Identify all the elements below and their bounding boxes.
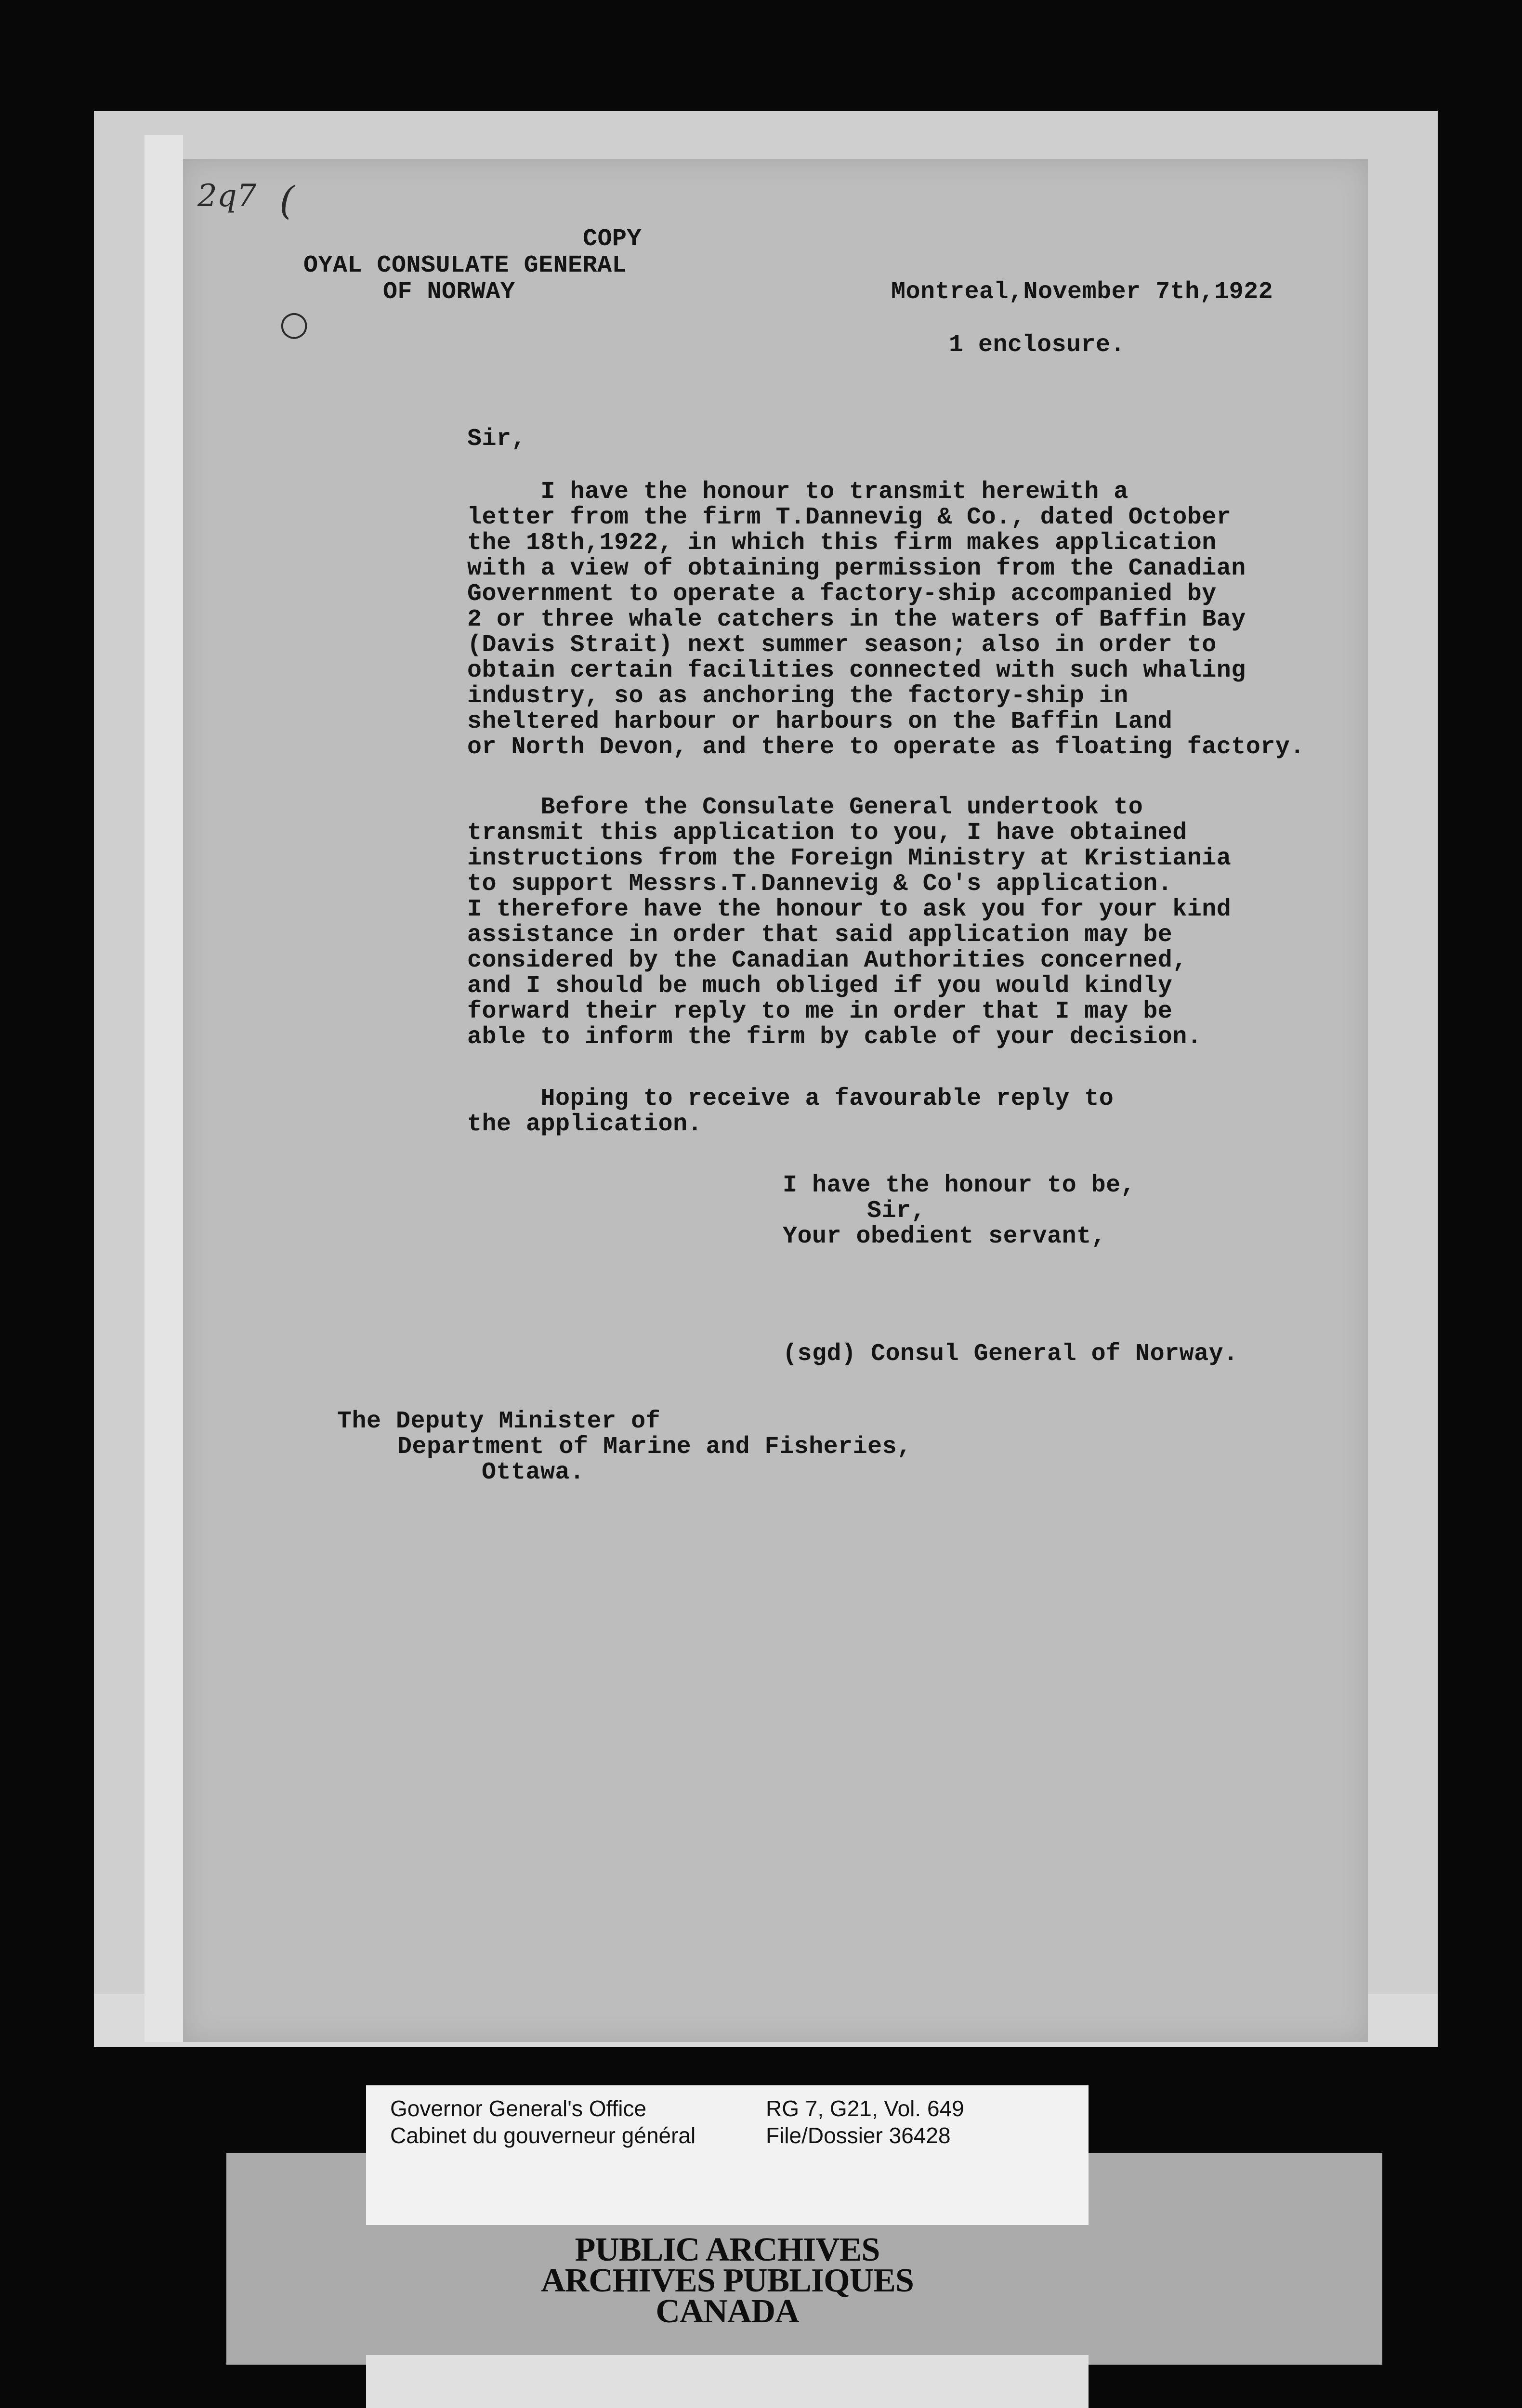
addressee-line-2: Department of Marine and Fisheries, (397, 1433, 912, 1461)
text-line: to support Messrs.T.Dannevig & Co's application. (467, 870, 1173, 898)
archive-reference-label (366, 2085, 1089, 2225)
text-line: Hoping to receive a favourable reply to (467, 1085, 1114, 1112)
letterhead-line2: OF NORWAY (383, 278, 515, 306)
punch-hole-mark: ○ (279, 303, 309, 343)
letter-page (183, 159, 1368, 2042)
folder-side-edge (144, 135, 183, 2042)
copy-mark: COPY (583, 225, 642, 253)
place-and-date: Montreal,November 7th,1922 (891, 278, 1273, 306)
text-line: the application. (467, 1111, 703, 1138)
stamp-line-2: ARCHIVES PUBLIQUES (541, 2262, 914, 2299)
salutation: Sir, (467, 425, 526, 453)
text-line: and I should be much obliged if you would kindly (467, 972, 1173, 1000)
enclosure-note: 1 enclosure. (949, 331, 1126, 359)
archive-label-lower-edge (366, 2355, 1089, 2408)
public-archives-stamp (366, 2231, 1089, 2330)
text-line: the 18th,1922, in which this firm makes application (467, 529, 1217, 557)
stamp-line-3: CANADA (656, 2293, 799, 2330)
handwritten-bracket-mark: ( (279, 178, 295, 223)
office-french: Cabinet du gouverneur général (390, 2123, 696, 2148)
text-line: Government to operate a factory-ship accompanied by (467, 580, 1217, 608)
closing-line-3: Your obedient servant, (783, 1223, 1106, 1250)
addressee-line-3: Ottawa. (482, 1459, 585, 1486)
text-line: industry, so as anchoring the factory-ship in (467, 682, 1128, 710)
letterhead-line1: OYAL CONSULATE GENERAL (303, 252, 627, 279)
text-line: Before the Consulate General undertook to (467, 794, 1143, 821)
text-line: assistance in order that said application may be (467, 921, 1173, 949)
handwritten-annotation: 2q7 (197, 178, 257, 214)
stamp-line-1: PUBLIC ARCHIVES (575, 2231, 880, 2268)
record-group-reference: RG 7, G21, Vol. 649 (766, 2096, 964, 2121)
text-line: 2 or three whale catchers in the waters of Baffin Bay (467, 606, 1246, 633)
text-line: (Davis Strait) next summer season; also in order to (467, 631, 1217, 659)
text-line: letter from the firm T.Dannevig & Co., dated October (467, 504, 1232, 531)
addressee-line-1: The Deputy Minister of (337, 1408, 661, 1435)
text-line: sheltered harbour or harbours on the Baffin Land (467, 708, 1173, 735)
office-english: Governor General's Office (390, 2096, 647, 2121)
text-line: transmit this application to you, I have obtained (467, 819, 1187, 847)
signature-line: (sgd) Consul General of Norway. (783, 1340, 1238, 1368)
text-line: I therefore have the honour to ask you for your kind (467, 896, 1232, 923)
text-line: obtain certain facilities connected with such whaling (467, 657, 1246, 684)
text-line: able to inform the firm by cable of your decision. (467, 1023, 1202, 1051)
text-line: I have the honour to transmit herewith a (467, 478, 1128, 506)
file-reference: File/Dossier 36428 (766, 2123, 951, 2148)
text-line: with a view of obtaining permission from the Canadian (467, 555, 1246, 582)
closing-line-1: I have the honour to be, (783, 1172, 1136, 1199)
text-line: considered by the Canadian Authorities concerned, (467, 947, 1187, 974)
closing-line-2: Sir, (867, 1197, 926, 1225)
text-line: or North Devon, and there to operate as floating factory. (467, 733, 1305, 761)
text-line: forward their reply to me in order that I may be (467, 998, 1173, 1025)
text-line: instructions from the Foreign Ministry at Kristiania (467, 845, 1232, 872)
